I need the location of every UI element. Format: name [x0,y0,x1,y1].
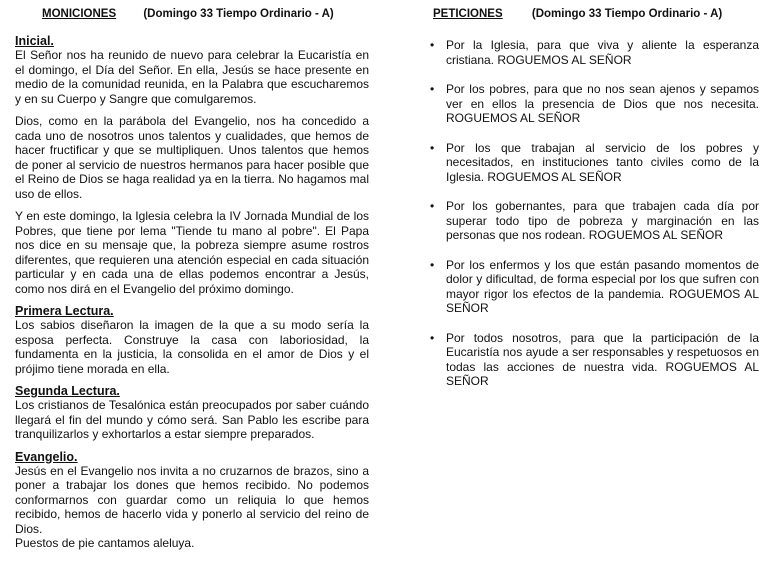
moniciones-column [15,8,369,551]
bullet-icon: • [430,199,435,213]
section-title-inicial: Inicial. [15,34,54,48]
section-title-primera-lectura: Primera Lectura. [15,304,114,318]
bullet-icon: • [430,330,435,345]
peticion-text: Por los pobres, para que no nos sean ajenos y sepamos ver en ellos la presencia de Dios que nos necesita. ROGUEMOS AL SEÑOR [446,82,759,125]
peticion-text: Por los enfermos y los que están pasando momentos de dolor y dificultad, de forma especial por los que sufren con mayor rigor los efectos de la pandemia. ROGUEMOS AL SEÑOR [446,257,759,315]
section-inicial [15,34,369,296]
section-primera-lectura [15,304,369,376]
section-title-segunda-lectura: Segunda Lectura. [15,384,120,398]
list-item [430,199,759,243]
paragraph: Los sabios diseñaron la imagen de la que a su modo sería la esposa perfecta. Construye la casa con laboriosidad, la fundamenta en la justicia, la consolida en el amor de Dios y el prójimo tiene morada en ella. [15,318,369,376]
list-item [430,141,759,185]
section-segunda-lectura [15,384,369,442]
list-item [430,258,759,316]
list-item [430,82,759,126]
bullet-icon: • [430,257,435,272]
peticiones-column [430,8,759,404]
moniciones-header [15,8,369,20]
bullet-icon: • [430,140,435,155]
paragraph: Puestos de pie cantamos aleluya. [15,536,195,550]
section-title-evangelio: Evangelio. [15,449,78,464]
peticion-text: Por los que trabajan al servicio de los pobres y necesitados, en instituciones tanto civiles como de la Iglesia. ROGUEMOS AL SEÑOR [446,140,759,184]
paragraph: Y en este domingo, la Iglesia celebra la IV Jornada Mundial de los Pobres, que tiene por lema "Tiende tu mano al pobre". El Papa nos dice en su mensaje que, la pobreza siempre asume rostros diferentes, que requieren una atención especial en cada situación particular y en cada una de ellas podemos encontrar a Jesús, como nos dirá en el Evangelio del próximo domingo. [15,209,369,296]
peticiones-subtitle: (Domingo 33 Tiempo Ordinario - A) [531,8,723,20]
bullet-icon: • [430,38,435,52]
paragraph: Jesús en el Evangelio nos invita a no cruzarnos de brazos, sino a poner a trabajar los dones que hemos recibido. No podemos conformarnos con guardar como un reliquia lo que hemos recibido, hemos de hacerlo vida y ponerlo al servicio del reino de Dios. [15,463,369,536]
section-evangelio [15,450,369,551]
bullet-icon: • [430,82,435,96]
peticion-text: Por todos nosotros, para que la participación de la Eucaristía nos ayude a ser responsables y respetuosos en todas las acciones de nuestra vida. ROGUEMOS AL SEÑOR [446,330,759,388]
list-item [430,331,759,389]
peticiones-list [430,38,759,389]
peticion-text: Por la Iglesia, para que viva y aliente la esperanza cristiana. ROGUEMOS AL SEÑOR [446,38,759,67]
paragraph: El Señor nos ha reunido de nuevo para celebrar la Eucaristía en el domingo, el Día del Señor. En ella, Jesús se hace presente en medio de la comunidad reunida, en la Palabra que escucharemos y en su Cuerpo y Sangre que comulgaremos. [15,48,369,106]
peticiones-header [430,8,759,20]
peticiones-title: PETICIONES [433,8,503,20]
moniciones-title: MONICIONES [42,8,117,20]
list-item [430,38,759,67]
paragraph: Los cristianos de Tesalónica están preocupados por saber cuándo llegará el fin del mundo y cómo será. San Pablo les escribe para tranquilizarlos y exhortarlos a estar siempre preparados. [15,398,369,441]
moniciones-subtitle: (Domingo 33 Tiempo Ordinario - A) [143,8,334,20]
peticion-text: Por los gobernantes, para que trabajen cada día por superar todo tipo de pobreza y marginación en las personas que nos rodean. ROGUEMOS AL SEÑOR [446,199,759,242]
paragraph: Dios, como en la parábola del Evangelio, nos ha concedido a cada uno de nosotros unos talentos y cualidades, que hemos de hacer fructificar y que se multipliquen. Unos talentos que hemos de poner al servicio de nuestros hermanos para hacer posible que el Reino de Dios se haga realidad ya en la tierra. No hagamos mal uso de ellos. [15,114,369,201]
